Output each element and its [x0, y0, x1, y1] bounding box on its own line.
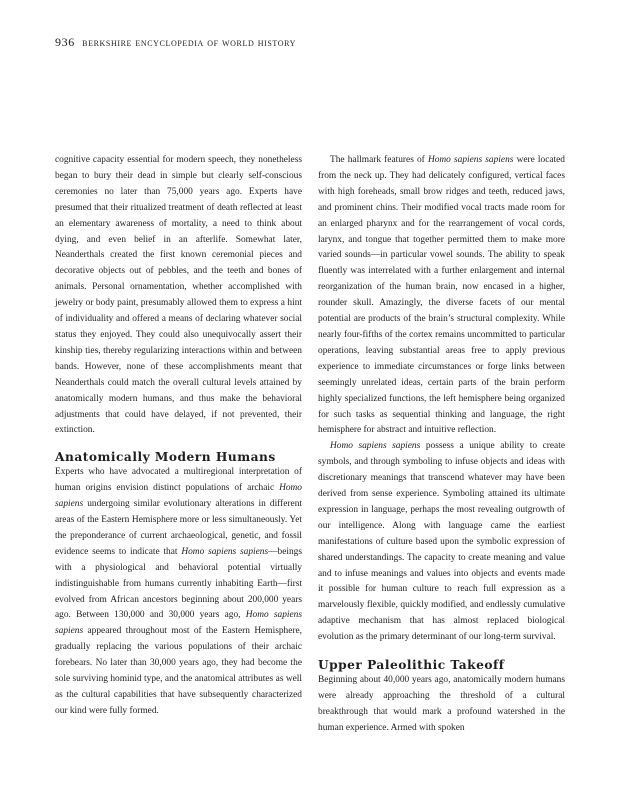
paragraph: Experts who have advocated a multiregional interpretation of human origins envision distinct populations of archaic Homo sapiens undergoing similar evolutionary alterations in different areas of the Eastern Hemisphere more or less simultaneously. Yet the preponderance of current archaeological, genetic, and fossil evidence seems to indicate that Homo sapiens sapiens—beings with a physiological and behavioral potential virtually indistinguishable from humans currently inhabiting Earth—first evolved from African ancestors beginning about 200,000 years ago. Between 130,000 and 30,000 years ago, Homo sapiens sapiens appeared throughout most of the Eastern Hemisphere, gradually replacing the various populations of their archaic forebears. No later than 30,000 years ago, they had become the sole surviving hominid type, and the anatomical attributes as well as the cultural capabilities that have subsequently characterized our kind were fully formed. [55, 467, 303, 716]
running-title: berkshire encyclopedia of world history [82, 37, 296, 49]
paragraph: cognitive capacity essential for modern speech, they nonetheless began to bury their dead in simple but clearly self-conscious ceremonies no later than 75,000 years ago. Experts have presumed that their ritualized treatment of death reflected at least an elementary awareness of mortality, a need to think about dying, and even belief in an afterlife. Somewhat later, Neanderthals created the first known ceremonial pieces and decorative objects out of pebbles, and the teeth and bones of animals. Personal ornamentation, whether accomplished with jewelry or body paint, presumably allowed them to express a hint of individuality and offered a means of declaring whatever social status they enjoyed. They could also unequivocally assert their kinship ties, thereby regularizing interactions within and between bands. However, none of these accomplishments meant that Neanderthals could match the overall cultural levels attained by anatomically modern humans, and thus make the behavioral adjustments that could have delayed, if not prevented, their extinction. [55, 155, 302, 436]
paragraph: The hallmark features of Homo sapiens sapiens were located from the neck up. They had delicately configured, vertical faces with high foreheads, small brow ridges and teeth, reduced jaws, and prominent chins. Their modified vocal tracts made room for an enlarged pharynx and for the rearrangement of vocal cords, larynx, and tongue that together permitted them to make more varied sounds—in particular vowel sounds. The ability to speak fluently was interrelated with a further enlargement and internal reorganization of the human brain, now encased in a higher, rounder skull. Amazingly, the diverse facets of our mental potential are products of the brain’s structural complexity. While nearly four-fifths of the cortex remains uncommitted to particular operations, leaving substantial areas free to apply previous experience to immediate circumstances or forge links between seemingly unrelated ideas, certain parts of the brain perform highly specialized functions, the left hemisphere being organized for such tasks as sequential thinking and language, the right hemisphere for abstract and intuitive reflection. [318, 155, 565, 436]
left-column [55, 153, 302, 720]
section-heading-upper-paleolithic-takeoff: Upper Paleolithic Takeoff [318, 658, 505, 673]
right-column [318, 153, 565, 737]
running-head [55, 35, 296, 50]
paragraph: Homo sapiens sapiens possess a unique ability to create symbols, and through symboling to infuse objects and ideas with discretionary meanings that transcend whatever may have been derived from sense experience. Symboling attained its ultimate expression in language, perhaps the most revealing outgrowth of our intelligence. Along with language came the earliest manifestations of culture based upon the symbolic expression of shared understandings. The capacity to create meaning and value and to infuse meanings and values into objects and events made it possible for human culture to reach full expression as a marvelously flexible, quickly modified, and endlessly cumulative adaptive mechanism that has almost replaced biological evolution as the primary determinant of our long-term survival. [318, 441, 565, 643]
paragraph: Beginning about 40,000 years ago, anatomically modern humans were already approaching the threshold of a cultural breakthrough that would mark a profound watershed in the human experience. Armed with spoken [318, 675, 565, 733]
section-heading-anatomically-modern-humans: Anatomically Modern Humans [55, 450, 276, 465]
page-number: 936 [55, 35, 75, 49]
